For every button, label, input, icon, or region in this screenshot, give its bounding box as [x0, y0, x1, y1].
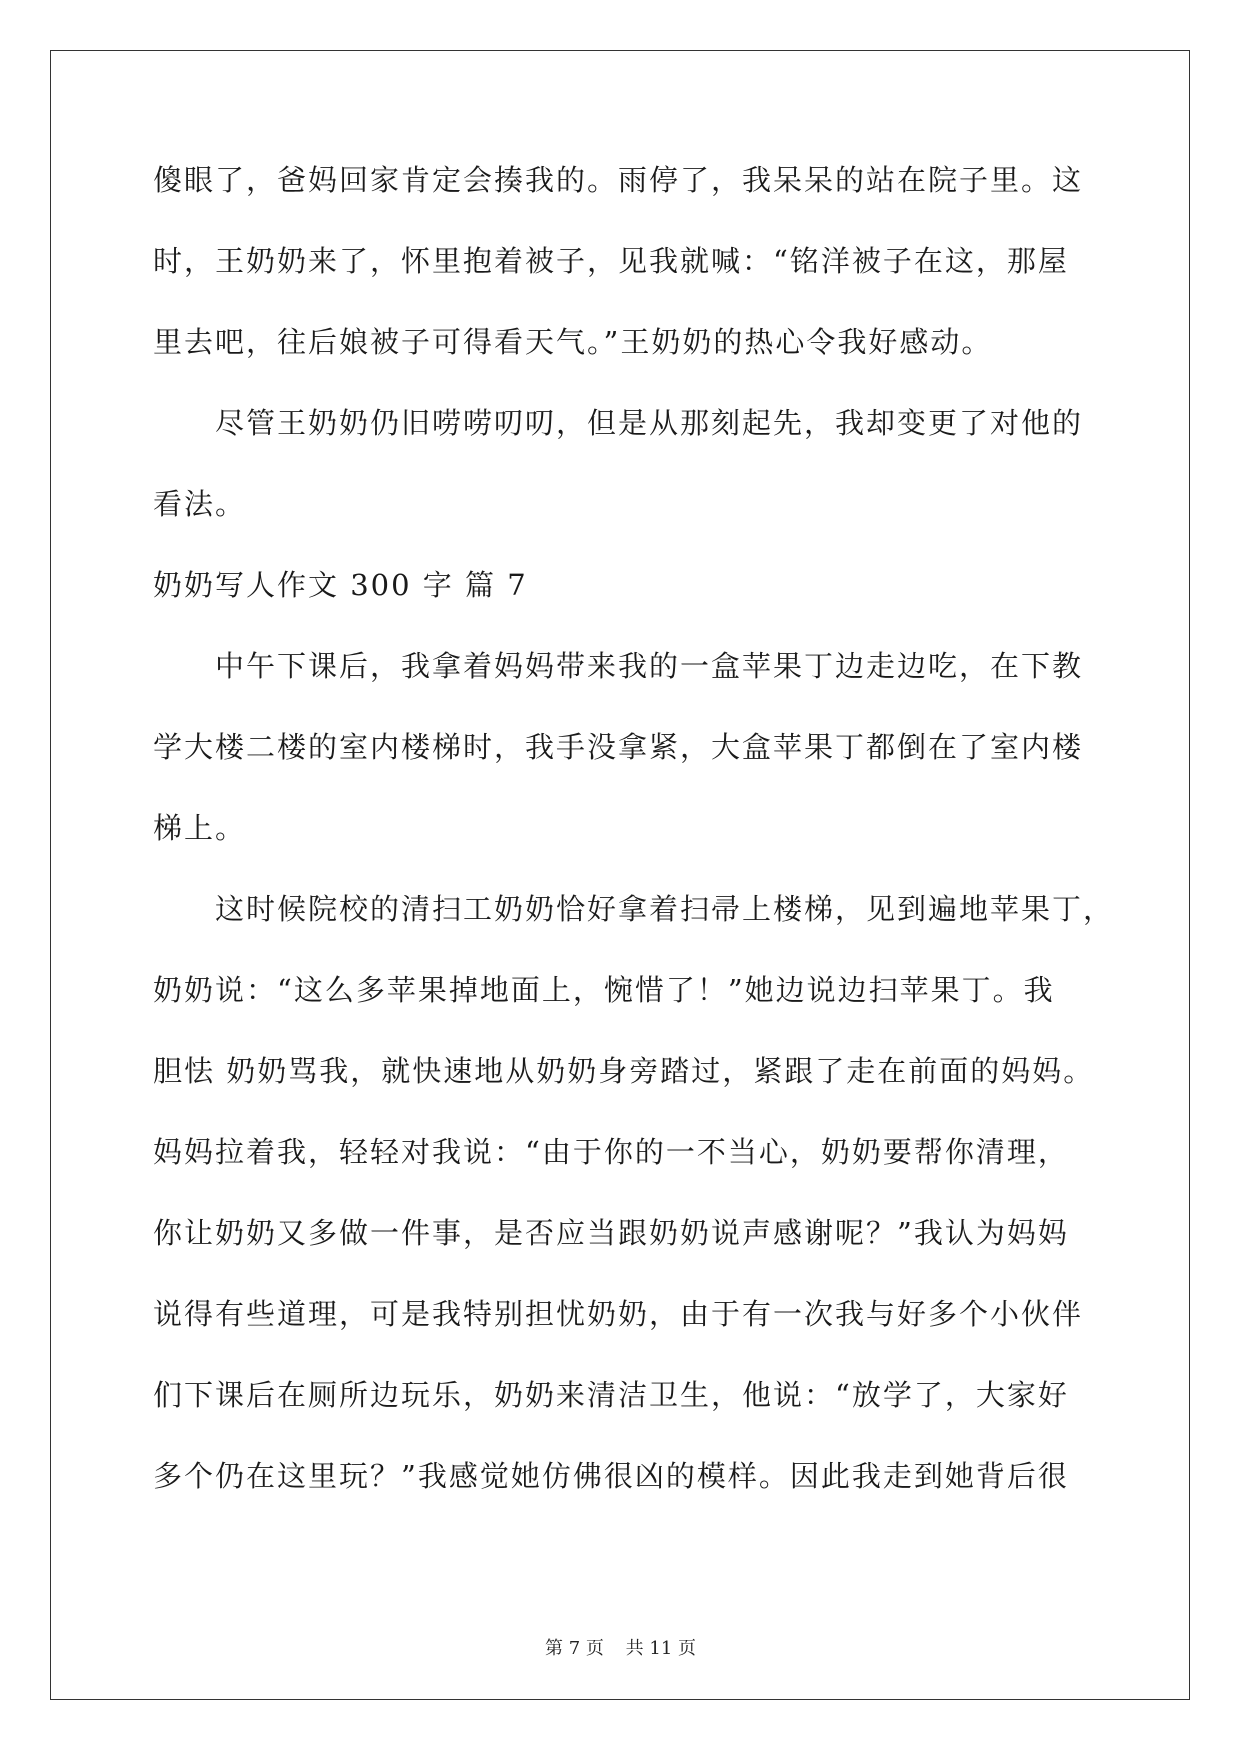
text-line: 胆怯 奶奶骂我，就快速地从奶奶身旁踏过，紧跟了走在前面的妈妈。: [153, 1054, 1095, 1088]
document-body: [153, 163, 1115, 1542]
total-pages: 共 11 页: [625, 1638, 696, 1659]
text-line: 尽管王奶奶仍旧唠唠叨叨，但是从那刻起先，我却变更了对他的: [215, 406, 1084, 440]
text-line: 傻眼了，爸妈回家肯定会揍我的。雨停了，我呆呆的站在院子里。这: [153, 163, 1084, 197]
text-line: 妈妈拉着我，轻轻对我说：“由于你的一不当心，奶奶要帮你清理，: [153, 1135, 1069, 1169]
text-line: 这时候院校的清扫工奶奶恰好拿着扫帚上楼梯，见到遍地苹果丁，: [215, 892, 1115, 926]
text-line: 你让奶奶又多做一件事，是否应当跟奶奶说声感谢呢？”我认为妈妈: [153, 1216, 1069, 1250]
text-line: 说得有些道理，可是我特别担忧奶奶，由于有一次我与好多个小伙伴: [153, 1297, 1084, 1331]
page-footer: [0, 1634, 1241, 1660]
text-line: 中午下课后，我拿着妈妈带来我的一盒苹果丁边走边吃，在下教: [215, 649, 1084, 683]
text-line: 学大楼二楼的室内楼梯时，我手没拿紧，大盒苹果丁都倒在了室内楼: [153, 730, 1084, 764]
text-line: 多个仍在这里玩？”我感觉她仿佛很凶的模样。因此我走到她背后很: [153, 1459, 1069, 1493]
text-line: 奶奶说：“这么多苹果掉地面上，惋惜了！”她边说边扫苹果丁。我: [153, 973, 1055, 1007]
text-line: 梯上。: [153, 811, 247, 845]
text-line: 时，王奶奶来了，怀里抱着被子，见我就喊：“铭洋被子在这，那屋: [153, 244, 1069, 278]
text-line: 里去吧，往后娘被子可得看天气。”王奶奶的热心令我好感动。: [153, 325, 993, 359]
section-heading: 奶奶写人作文 300 字 篇 7: [153, 568, 528, 602]
current-page-number: 第 7 页: [545, 1638, 604, 1659]
text-line: 看法。: [153, 487, 247, 521]
text-line: 们下课后在厕所边玩乐，奶奶来清洁卫生，他说：“放学了，大家好: [153, 1378, 1069, 1412]
